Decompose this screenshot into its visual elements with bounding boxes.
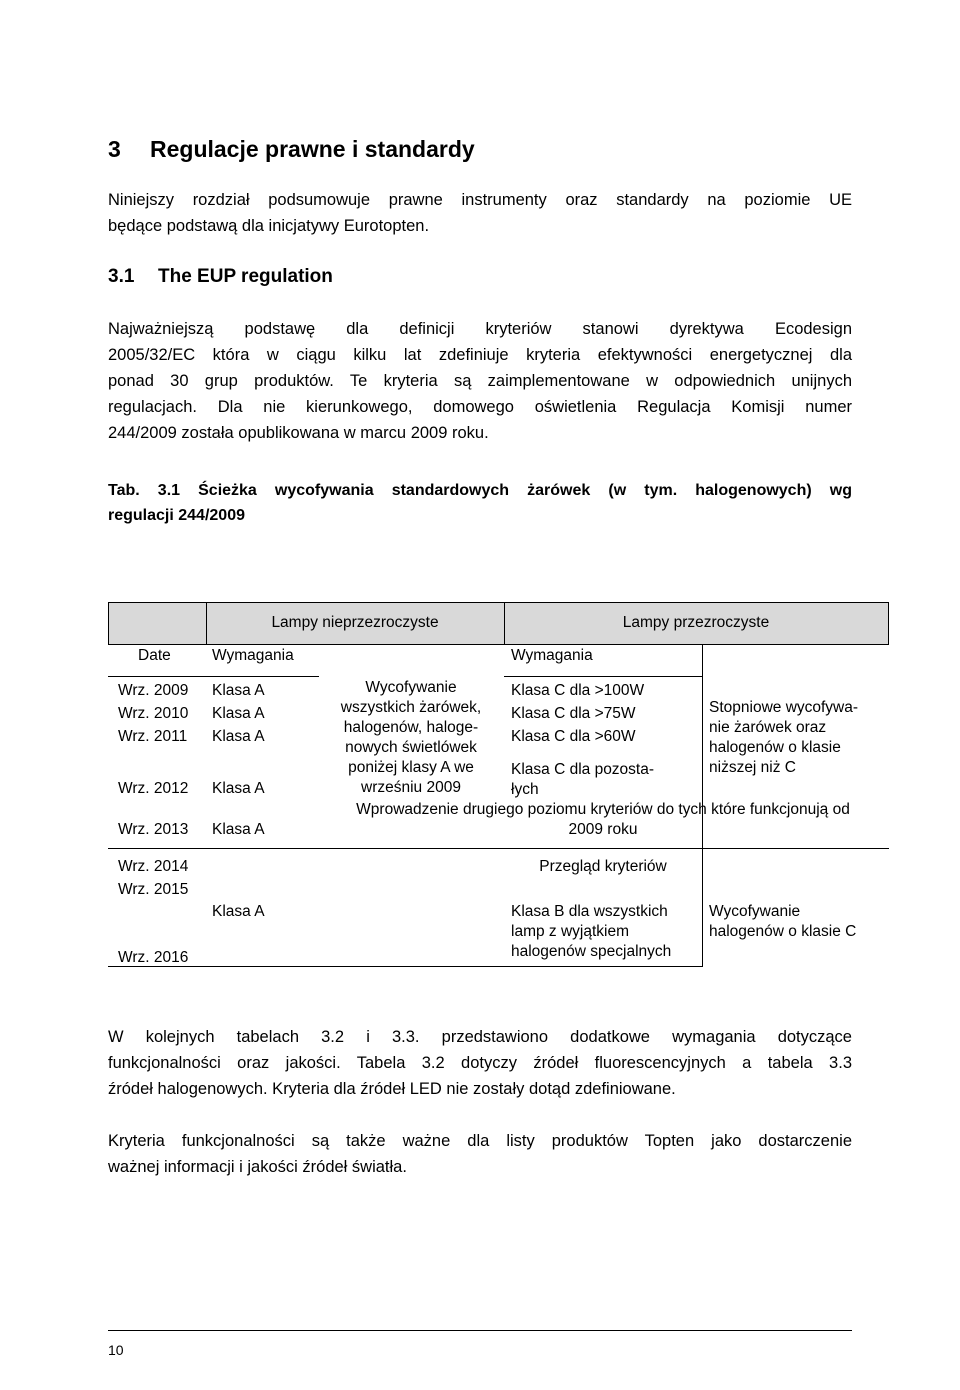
subsection-heading — [108, 266, 333, 288]
clear-requirement-cell: Klasa C dla >75W — [511, 705, 636, 722]
paragraph-tables — [108, 1024, 852, 1102]
withdrawal-line: Wycofywanie — [365, 679, 457, 696]
paragraph-ecodesign — [108, 316, 852, 446]
second-level-line: Wprowadzenie drugiego poziomu kryteriów do tych które funkcjonują od — [356, 801, 850, 818]
date-cell: Wrz. 2010 — [118, 705, 189, 722]
table-row-border — [108, 676, 319, 677]
subsection-number: 3.1 — [108, 266, 135, 287]
clear-requirement-line: Klasa C dla pozosta- — [511, 761, 655, 778]
gradual-line: halogenów o klasie — [709, 739, 841, 756]
halogen-c-line: halogenów o klasie C — [709, 923, 857, 940]
caption-line: Tab. 3.1 Ścieżka wycofywania standardowych żarówek (w tym. halogenowych) wg — [108, 482, 852, 499]
paragraph-line: funkcjonalności oraz jakości. Tabela 3.2 dotyczy źródeł fluorescencyjnych a tabela 3.3 — [108, 1054, 852, 1072]
column-requirements-clear: Wymagania — [511, 647, 593, 664]
second-level-cell — [318, 800, 888, 840]
date-cell: Wrz. 2015 — [118, 881, 189, 898]
intro-paragraph — [108, 187, 852, 239]
gradual-line: nie żarówek oraz — [709, 719, 827, 736]
header-clear-lamps: Lampy przezroczyste — [622, 614, 770, 631]
withdrawal-cell — [318, 678, 504, 798]
gradual-line: niższej niż C — [709, 759, 796, 776]
table-border-bottom — [108, 966, 703, 967]
requirement-cell: Klasa A — [212, 903, 265, 920]
intro-line: Niniejszy rozdział podsumowuje prawne instrumenty oraz standardy na poziomie UE — [108, 191, 852, 209]
column-date: Date — [138, 647, 171, 664]
gradual-line: Stopniowe wycofywa- — [709, 699, 859, 716]
intro-line: będące podstawą dla inicjatywy Eurotopten. — [108, 217, 430, 235]
table-border-right — [888, 602, 889, 644]
paragraph-line: W kolejnych tabelach 3.2 i 3.3. przedstawiono dodatkowe wymagania dotyczące — [108, 1028, 852, 1046]
requirement-cell: Klasa A — [212, 682, 265, 699]
paragraph-line: ponad 30 grup produktów. Te kryteria są zaimplementowane w odpowiednich unijnych — [108, 372, 852, 390]
withdrawal-line: halogenów, haloge- — [343, 719, 479, 736]
clear-requirement-cell: Klasa C dla >60W — [511, 728, 636, 745]
paragraph-topten — [108, 1128, 852, 1180]
table-header-border — [108, 644, 889, 645]
halogen-c-cell — [709, 902, 856, 942]
table-caption — [108, 478, 852, 528]
withdrawal-line: poniżej klasy A we — [348, 759, 474, 776]
date-cell: Wrz. 2009 — [118, 682, 189, 699]
halogen-c-line: Wycofywanie — [709, 903, 801, 920]
requirement-cell: Klasa A — [212, 780, 265, 797]
date-cell: Wrz. 2013 — [118, 821, 189, 838]
table-row-border — [504, 676, 702, 677]
class-b-cell — [511, 902, 671, 962]
footer-divider — [108, 1330, 852, 1331]
date-cell: Wrz. 2011 — [118, 728, 188, 745]
caption-line: regulacji 244/2009 — [108, 507, 245, 524]
requirement-cell: Klasa A — [212, 821, 265, 838]
paragraph-line: regulacjach. Dla nie kierunkowego, domowego oświetlenia Regulacja Komisji numer — [108, 398, 852, 416]
class-b-line: halogenów specjalnych — [511, 943, 672, 960]
requirement-cell: Klasa A — [212, 705, 265, 722]
review-cell: Przegląd kryteriów — [539, 858, 667, 875]
paragraph-line: 2005/32/EC która w ciągu kilku lat zdefiniuje kryteria efektywności energetycznej dla — [108, 346, 852, 364]
clear-requirement-cell: Klasa C dla >100W — [511, 682, 645, 699]
withdrawal-line: wszystkich żarówek, — [340, 699, 482, 716]
paragraph-line: Najważniejszą podstawę dla definicji kryteriów stanowi dyrektywa Ecodesign — [108, 320, 852, 338]
paragraph-line: 244/2009 została opublikowana w marcu 2009 roku. — [108, 424, 489, 442]
requirement-cell: Klasa A — [212, 728, 265, 745]
section-number: 3 — [108, 136, 121, 162]
section-heading — [108, 136, 475, 163]
class-b-line: Klasa B dla wszystkich — [511, 903, 668, 920]
paragraph-line: źródeł halogenowych. Kryteria dla źródeł LED nie zostały dotąd zdefiniowane. — [108, 1080, 676, 1098]
withdrawal-line: nowych świetlówek — [345, 739, 477, 756]
paragraph-line: ważnej informacji i jakości źródeł światła. — [108, 1158, 407, 1176]
withdrawal-line: wrześniu 2009 — [361, 779, 461, 796]
table-border-top — [108, 602, 889, 603]
table-row-border — [108, 848, 889, 849]
date-cell: Wrz. 2012 — [118, 780, 189, 797]
header-nonclear-lamps: Lampy nieprzezroczyste — [271, 614, 439, 631]
class-b-line: lamp z wyjątkiem — [511, 923, 629, 940]
date-cell: Wrz. 2014 — [118, 858, 189, 875]
column-requirements-nonclear: Wymagania — [212, 647, 294, 664]
paragraph-line: Kryteria funkcjonalności są także ważne dla listy produktów Topten jako dostarczenie — [108, 1132, 852, 1150]
section-title: Regulacje prawne i standardy — [150, 136, 475, 162]
gradual-phaseout-cell — [709, 698, 858, 778]
subsection-title: The EUP regulation — [158, 266, 333, 287]
second-level-line: 2009 roku — [568, 821, 638, 838]
clear-requirement-cell — [511, 760, 654, 800]
table-border-left — [108, 602, 109, 644]
page-number: 10 — [108, 1342, 124, 1358]
date-cell: Wrz. 2016 — [118, 949, 189, 966]
clear-requirement-line: łych — [511, 781, 539, 798]
